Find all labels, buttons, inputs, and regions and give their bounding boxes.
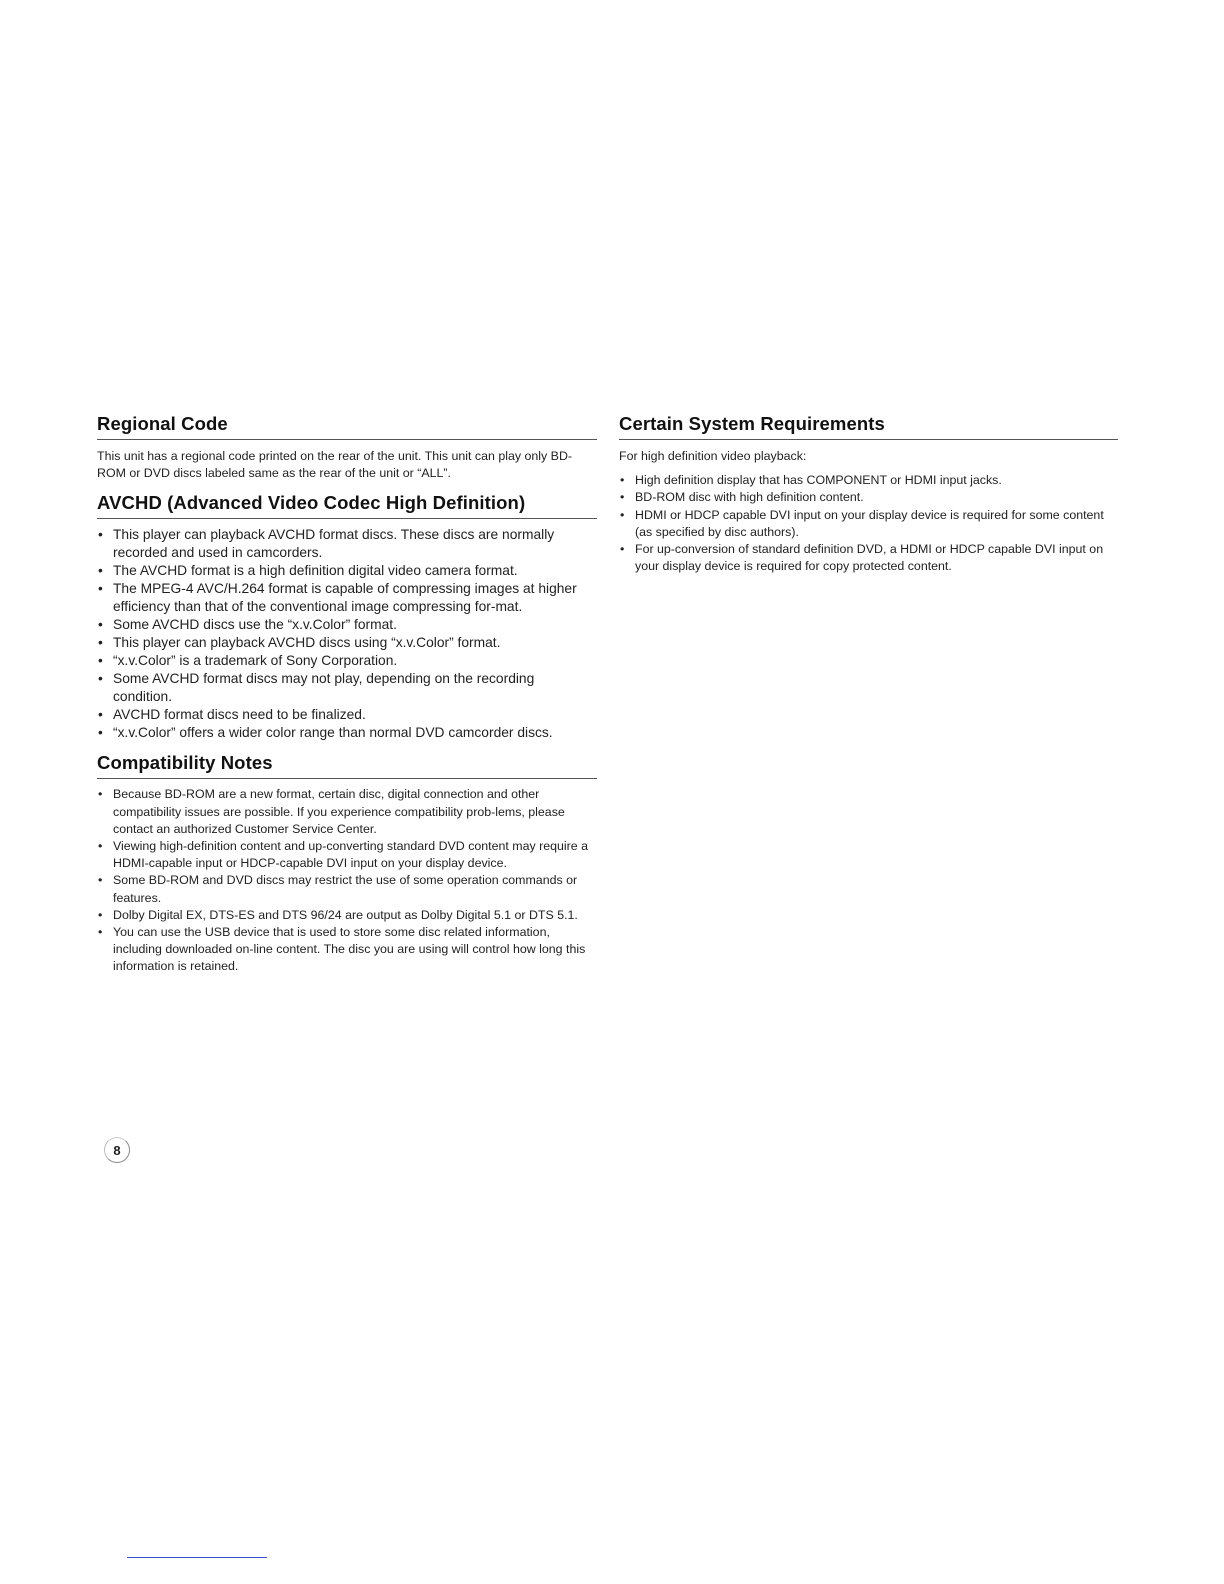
bullet-icon: •	[620, 542, 625, 557]
list-item: • For up-conversion of standard definition DVD, a HDMI or HDCP capable DVI input on your display device is required for copy protected content.	[620, 542, 1104, 574]
bullet-icon: •	[98, 653, 103, 669]
bullet-icon: •	[98, 839, 103, 854]
bullet-icon: •	[620, 490, 625, 505]
list-item: • “x.v.Color” offers a wider color range than normal DVD camcorder discs.	[98, 725, 553, 741]
bullet-icon: •	[98, 527, 103, 543]
avchd-heading: AVCHD (Advanced Video Codec High Definition)	[97, 492, 597, 519]
regional-code-section	[97, 413, 597, 482]
regional-code-heading: Regional Code	[97, 413, 597, 440]
list-item: • You can use the USB device that is used to store some disc related information, including downloaded on-line content. The disc you are using will control how long this information is retained.	[98, 925, 586, 974]
bullet-icon: •	[98, 581, 103, 597]
list-item: • Viewing high-definition content and up-converting standard DVD content may require a HDMI-capable input or HDCP-capable DVI input on your display device.	[98, 839, 589, 871]
compatibility-heading: Compatibility Notes	[97, 752, 597, 779]
list-item: • BD-ROM disc with high definition content.	[619, 489, 1118, 506]
bullet-icon: •	[98, 907, 103, 922]
bullet-icon: •	[98, 725, 103, 741]
bullet-icon: •	[98, 671, 103, 687]
bullet-icon: •	[98, 925, 103, 940]
bullet-icon: •	[620, 507, 625, 522]
bullet-icon: •	[98, 873, 103, 888]
system-requirements-intro: For high definition video playback:	[619, 449, 807, 463]
list-item: • Some BD-ROM and DVD discs may restrict the use of some operation commands or features.	[98, 873, 578, 905]
list-item: • High definition display that has COMPONENT or HDMI input jacks.	[619, 472, 1118, 489]
bullet-icon: •	[98, 635, 103, 651]
page-number: 8	[113, 1142, 121, 1158]
compatibility-list	[97, 786, 597, 975]
system-requirements-list	[619, 472, 1118, 575]
list-item: • The AVCHD format is a high definition digital video camera format.	[98, 563, 518, 579]
bullet-icon: •	[98, 707, 103, 723]
bullet-icon: •	[98, 787, 103, 802]
list-item: • HDMI or HDCP capable DVI input on your display device is required for some content (as specified by disc authors).	[620, 507, 1104, 539]
list-item: • Some AVCHD format discs may not play, depending on the recording condition.	[98, 671, 535, 705]
list-item: • Some AVCHD discs use the “x.v.Color” format.	[98, 617, 397, 633]
page-number-badge	[104, 1137, 130, 1163]
list-item: • Dolby Digital EX, DTS-ES and DTS 96/24 are output as Dolby Digital 5.1 or DTS 5.1.	[97, 907, 597, 924]
avchd-section	[97, 492, 597, 742]
bullet-icon: •	[620, 473, 625, 488]
left-column	[97, 413, 597, 986]
system-requirements-heading: Certain System Requirements	[619, 413, 1118, 440]
list-item: • AVCHD format discs need to be finalized.	[98, 707, 366, 723]
avchd-list	[97, 526, 597, 742]
regional-code-text: This unit has a regional code printed on the rear of the unit. This unit can play only BD-ROM or DVD discs labeled same as the rear of the unit or “ALL”.	[97, 449, 573, 481]
list-item: • This player can playback AVCHD discs using “x.v.Color” format.	[98, 635, 501, 651]
list-item: • “x.v.Color” is a trademark of Sony Corporation.	[98, 653, 398, 669]
compatibility-section	[97, 752, 597, 975]
footer-rule	[127, 1557, 267, 1558]
list-item: • Because BD-ROM are a new format, certain disc, digital connection and other compatibility issues are possible. If you experience compatibility prob-lems, please contact an authorized Customer Service Center.	[98, 787, 565, 836]
bullet-icon: •	[98, 617, 103, 633]
right-column	[619, 413, 1118, 585]
system-requirements-section	[619, 413, 1118, 575]
list-item: • The MPEG-4 AVC/H.264 format is capable of compressing images at higher efficiency than that of the conventional image compressing for-mat.	[98, 581, 577, 615]
bullet-icon: •	[98, 563, 103, 579]
list-item: • This player can playback AVCHD format discs. These discs are normally recorded and used in camcorders.	[98, 527, 555, 561]
